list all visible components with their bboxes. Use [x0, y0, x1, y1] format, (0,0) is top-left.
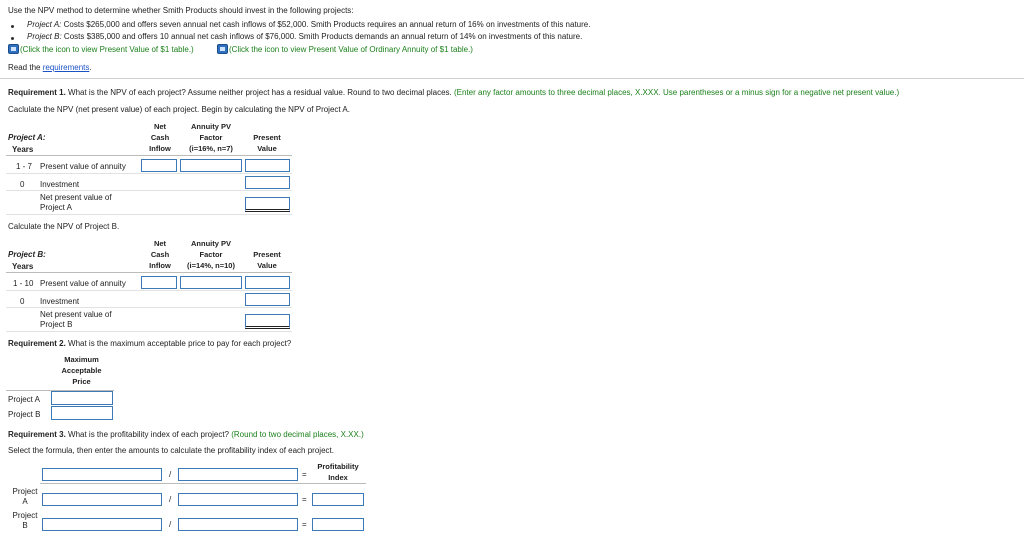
header-line: Annuity PV [190, 122, 231, 131]
req2-row-a-label: Project A [8, 395, 41, 404]
table-a-annuity-factor-input[interactable] [180, 159, 242, 172]
table-b-header-rule [6, 272, 292, 273]
header-line: (i=14%, n=10) [187, 261, 235, 270]
table-a-years-header: Years [12, 145, 34, 154]
header-line: Cash [150, 133, 170, 142]
divider [0, 78, 1024, 79]
table-b-investment-input[interactable] [245, 293, 290, 306]
formula-slash: / [169, 470, 172, 479]
table-a-row3-label-line2: Project A [40, 203, 73, 212]
bullet-icon [11, 25, 14, 28]
project-a-profitability-index-input[interactable] [312, 493, 364, 506]
table-b-row3-label-line2: Project B [40, 320, 73, 329]
label-line: A [22, 497, 28, 506]
table-b-project-label: Project B: [8, 250, 46, 259]
project-b-name: Project B: [27, 32, 62, 41]
read-requirements [8, 63, 92, 72]
equals-sign: = [302, 520, 307, 529]
requirement-1-question [8, 88, 899, 97]
table-b-row1-years: 1 - 10 [13, 279, 34, 288]
project-a-numerator-input[interactable] [42, 493, 162, 506]
requirement-1-label: Requirement 1. [8, 88, 66, 97]
project-b-max-price-input[interactable] [51, 406, 113, 420]
book-icon[interactable] [8, 44, 19, 54]
read-suffix: . [89, 63, 92, 72]
profitability-index-header [312, 461, 364, 483]
table-a-row2-years: 0 [20, 180, 25, 189]
requirement-1-hint: (Enter any factor amounts to three decimal places, X.XXX. Use parentheses or a minus sign for a negative net present value.) [451, 88, 900, 97]
slash-sign: / [169, 520, 172, 529]
table-b-row2-years: 0 [20, 297, 25, 306]
row-rule [6, 307, 292, 308]
requirement-3-text: What is the profitability index of each project? [65, 430, 229, 439]
table-b-years-header: Years [12, 262, 34, 271]
project-b-denominator-input[interactable] [178, 518, 298, 531]
header-line: Annuity PV [190, 239, 231, 248]
requirement-2-text: What is the maximum acceptable price to pay for each project? [65, 339, 292, 348]
project-a-description [27, 20, 590, 29]
net-cash-inflow-header [144, 238, 176, 271]
header-line: Present [253, 133, 281, 142]
header-line: Net [153, 122, 167, 131]
requirement-2-label: Requirement 2. [8, 339, 66, 348]
header-line: Maximum [64, 355, 99, 364]
project-b-profitability-index-input[interactable] [312, 518, 364, 531]
table-a-row1-years: 1 - 7 [16, 162, 33, 171]
table-a-project-label: Project A: [8, 133, 46, 142]
question-text: Use the NPV method to determine whether Smith Products should invest in the following projects: [8, 6, 354, 15]
table-a-row3-label-line1: Net present value of [40, 193, 112, 202]
table-b-row2-label: Investment [40, 297, 80, 306]
label-line: B [22, 521, 28, 530]
project-a-denominator-input[interactable] [178, 493, 298, 506]
present-value-header [244, 249, 290, 271]
label-line: Project [12, 511, 38, 520]
table-a-investment-input[interactable] [245, 176, 290, 189]
header-line: Net [153, 239, 167, 248]
header-line: Factor [199, 133, 223, 142]
header-line: Inflow [149, 261, 171, 270]
table-b-net-cash-inflow-input[interactable] [141, 276, 177, 289]
table-a-row1-label: Present value of annuity [40, 162, 126, 171]
pv-table-link[interactable] [20, 45, 194, 54]
requirement-3-question [8, 430, 364, 439]
formula-equals: = [302, 470, 307, 479]
req3-header-rule [40, 483, 366, 484]
requirement-3-label: Requirement 3. [8, 430, 66, 439]
pva-table-link[interactable]: (Click the icon to view Present Value of Ordinary Annuity of $1 table.) [229, 45, 473, 54]
req2-row-b-label: Project B [8, 410, 41, 419]
table-b-annuity-factor-input[interactable] [180, 276, 242, 289]
project-a-max-price-input[interactable] [51, 391, 113, 405]
bullet-icon [11, 37, 14, 40]
project-a-name: Project A: [27, 20, 62, 29]
table-b-row3-label-line1: Net present value of [40, 310, 112, 319]
pv-link-text: Click the icon to view Present Value of $1 table.) [22, 45, 194, 54]
annuity-factor-header [179, 238, 243, 271]
requirement-3-instruction: Select the formula, then enter the amounts to calculate the profitability index of each project. [8, 446, 334, 455]
project-b-numerator-input[interactable] [42, 518, 162, 531]
header-line: Value [257, 261, 277, 270]
row-rule [6, 331, 292, 332]
row-rule [6, 190, 292, 191]
table-b-npv-input[interactable] [245, 314, 290, 329]
header-line: Value [257, 144, 277, 153]
read-prefix: Read the [8, 63, 43, 72]
annuity-factor-header [179, 121, 243, 154]
project-b-text: Costs $385,000 and offers 10 annual net cash inflows of $76,000. Smith Products demands an annual return of 14% on investments of this nature. [61, 32, 583, 41]
pv-link-paren: ( [20, 45, 23, 54]
formula-denominator-select[interactable] [178, 468, 298, 481]
header-line: Profitability [317, 462, 359, 471]
table-b-pv-annuity-input[interactable] [245, 276, 290, 289]
table-a-npv-input[interactable] [245, 197, 290, 212]
formula-numerator-select[interactable] [42, 468, 162, 481]
table-b-row1-label: Present value of annuity [40, 279, 126, 288]
table-a-net-cash-inflow-input[interactable] [141, 159, 177, 172]
req3-row-b-label [10, 511, 40, 531]
requirement-3-hint: (Round to two decimal places, X.XX.) [229, 430, 364, 439]
present-value-header [244, 132, 290, 154]
row-rule [6, 214, 292, 215]
net-cash-inflow-header [144, 121, 176, 154]
row-rule [6, 290, 292, 291]
book-icon[interactable] [217, 44, 228, 54]
header-line: Factor [199, 250, 223, 259]
header-line: Cash [150, 250, 170, 259]
requirement-1-instruction-b: Calculate the NPV of Project B. [8, 222, 120, 231]
table-a-pv-annuity-input[interactable] [245, 159, 290, 172]
requirements-link[interactable]: requirements [42, 63, 90, 72]
header-line: Acceptable [61, 366, 102, 375]
header-line: Present [253, 250, 281, 259]
project-a-text: Costs $265,000 and offers seven annual net cash inflows of $52,000. Smith Products requires an annual return of 16% on investments of this nature. [61, 20, 591, 29]
requirement-2-question [8, 339, 291, 348]
table-a-header-rule [6, 155, 292, 156]
header-line: Index [328, 473, 348, 482]
equals-sign: = [302, 495, 307, 504]
max-acceptable-price-header [50, 354, 113, 387]
slash-sign: / [169, 495, 172, 504]
header-line: Inflow [149, 144, 171, 153]
requirement-1-text: What is the NPV of each project? Assume neither project has a residual value. Round to two decimal places. [65, 88, 452, 97]
project-b-description [27, 32, 582, 41]
requirement-1-instruction: Caclulate the NPV (net present value) of each project. Begin by calculating the NPV of Project A. [8, 105, 350, 114]
row-rule [6, 173, 292, 174]
header-line: (i=16%, n=7) [189, 144, 233, 153]
table-a-row2-label: Investment [40, 180, 80, 189]
req3-row-a-label [10, 487, 40, 507]
label-line: Project [12, 487, 38, 496]
header-line: Price [72, 377, 91, 386]
